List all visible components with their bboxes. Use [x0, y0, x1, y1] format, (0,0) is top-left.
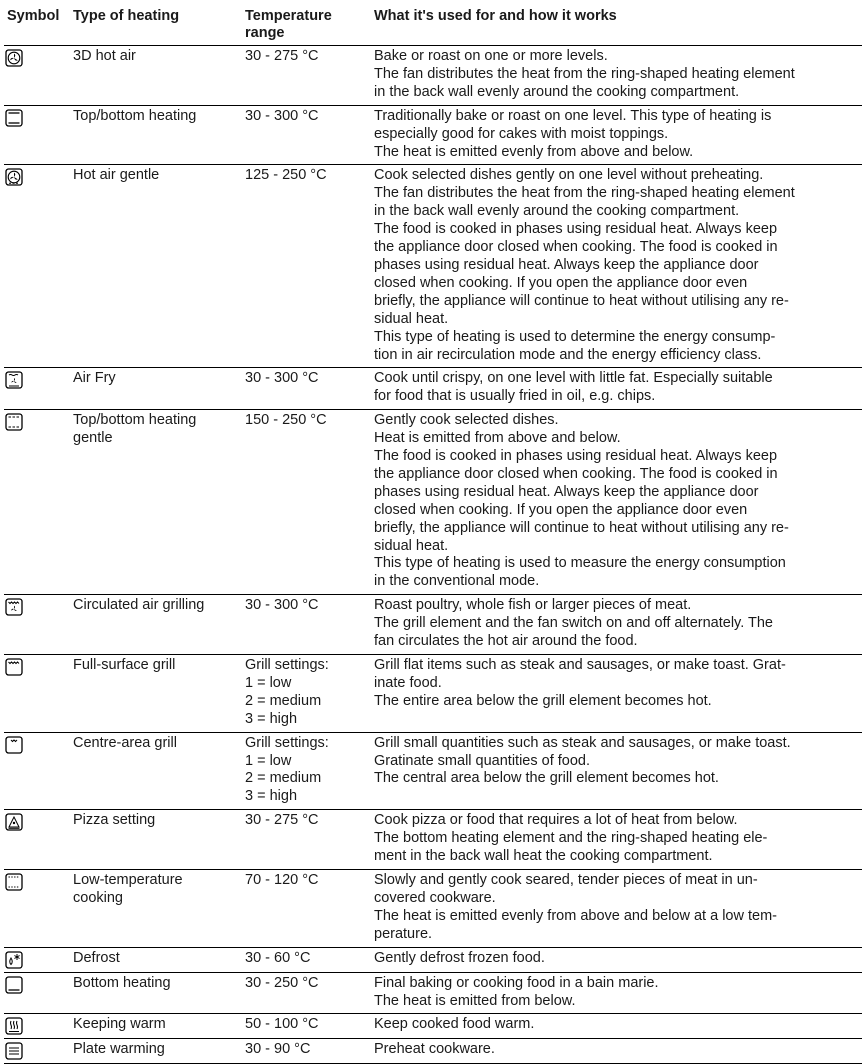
heating-type-line: Pizza setting [73, 812, 156, 829]
symbol-cell [4, 1039, 70, 1064]
description-line: The bottom heating element and the ring-shaped heating ele- [374, 830, 768, 847]
description-line: in the back wall evenly around the cooking compartment. [374, 203, 740, 220]
symbol-cell [4, 1014, 70, 1039]
table-row [4, 655, 862, 733]
heating-type-cell [70, 105, 242, 165]
heating-type-line: Top/bottom heating [73, 412, 197, 429]
temperature-range-cell [242, 947, 371, 972]
heating-type-line: 3D hot air [73, 48, 136, 64]
temperature-range-cell [242, 595, 371, 655]
symbol-cell [4, 595, 70, 655]
description-line: closed when cooking. If you open the appliance door even [374, 274, 748, 291]
description-line: The food is cooked in phases using residual heat. Always keep [374, 221, 778, 238]
header-symbol: Symbol [7, 8, 60, 24]
heating-type-line: Circulated air grilling [73, 597, 205, 614]
temperature-range-line: 30 - 300 °C [245, 107, 319, 124]
description-line: Cook until crispy, on one level with little fat. Especially suitable [374, 370, 773, 387]
low-temperature-cooking-icon [5, 873, 68, 891]
description-line: The entire area below the grill element becomes hot. [374, 692, 712, 709]
temperature-range-cell [242, 810, 371, 870]
description-line: Slowly and gently cook seared, tender pieces of meat in un- [374, 871, 758, 888]
symbol-cell [4, 869, 70, 947]
full-surface-grill-icon [5, 658, 68, 676]
description-line: Bake or roast on one or more levels. [374, 48, 608, 64]
description-line: Heat is emitted from above and below. [374, 430, 621, 447]
temperature-range-cell [242, 1014, 371, 1039]
heating-type-cell [70, 46, 242, 106]
description-line: Grill small quantities such as steak and sausages, or make toast. [374, 734, 791, 751]
temperature-range-line: 30 - 90 °C [245, 1041, 311, 1058]
description-line: The heat is emitted evenly from above and below. [374, 143, 694, 160]
description-line: the appliance door closed when cooking. The food is cooked in [374, 239, 778, 256]
description-line: perature. [374, 925, 433, 942]
hot-air-fan-icon [5, 49, 68, 67]
temperature-range-line: 1 = low [245, 752, 292, 769]
heating-type-cell [70, 1039, 242, 1064]
table-row [4, 869, 862, 947]
heating-type-cell [70, 655, 242, 733]
description-line: covered cookware. [374, 889, 496, 906]
description-line: the appliance door closed when cooking. The food is cooked in [374, 465, 778, 482]
pizza-setting-icon [5, 813, 68, 831]
temperature-range-cell [242, 105, 371, 165]
heating-type-cell [70, 595, 242, 655]
bottom-heating-icon [5, 976, 68, 994]
temperature-range-line: 30 - 275 °C [245, 48, 319, 64]
symbol-cell [4, 810, 70, 870]
temperature-range-cell [242, 869, 371, 947]
description-cell [371, 869, 862, 947]
table-row [4, 810, 862, 870]
description-line: Final baking or cooking food in a bain marie. [374, 974, 659, 991]
table-row [4, 46, 862, 106]
table-row [4, 595, 862, 655]
symbol-cell [4, 368, 70, 410]
heating-type-cell [70, 368, 242, 410]
description-line: inate food. [374, 674, 442, 691]
description-line: Grill flat items such as steak and sausages, or make toast. Grat- [374, 657, 786, 673]
heating-type-line: Low-temperature [73, 871, 183, 888]
description-line: This type of heating is used to measure the energy consumption [374, 555, 786, 572]
symbol-cell [4, 972, 70, 1014]
header-description: What it's used for and how it works [374, 8, 617, 24]
description-cell [371, 595, 862, 655]
heating-type-line: Defrost [73, 949, 120, 966]
description-cell [371, 1039, 862, 1064]
temperature-range-line: 50 - 100 °C [245, 1016, 319, 1033]
table-row [4, 732, 862, 810]
description-line: ment in the back wall heat the cooking compartment. [374, 848, 713, 865]
temperature-range-line: 2 = medium [245, 770, 322, 787]
temperature-range-line: Grill settings: [245, 734, 329, 751]
description-cell [371, 165, 862, 368]
temperature-range-line: 30 - 275 °C [245, 812, 319, 829]
keeping-warm-icon [5, 1017, 68, 1035]
heating-type-line: Hot air gentle [73, 167, 160, 184]
table-row [4, 165, 862, 368]
top-bottom-heating-gentle-icon [5, 413, 68, 431]
description-cell [371, 947, 862, 972]
header-type: Type of heating [73, 8, 180, 24]
description-line: The fan distributes the heat from the ring-shaped heating element [374, 65, 795, 82]
temperature-range-line: 30 - 60 °C [245, 949, 311, 966]
defrost-icon [5, 951, 68, 969]
symbol-cell [4, 410, 70, 595]
description-line: sidual heat. [374, 537, 449, 554]
heating-type-line: Air Fry [73, 370, 116, 387]
table-row [4, 105, 862, 165]
temperature-range-line: 2 = medium [245, 692, 322, 709]
description-line: Gently cook selected dishes. [374, 412, 559, 429]
header-temperature-line1: Temperature [245, 8, 332, 24]
description-line: The heat is emitted evenly from above and below at a low tem- [374, 907, 777, 924]
description-line: briefly, the appliance will continue to heat without utilising any re- [374, 292, 789, 309]
description-cell [371, 46, 862, 106]
description-line: phases using residual heat. Always keep the appliance door [374, 256, 759, 273]
description-cell [371, 368, 862, 410]
description-line: in the back wall evenly around the cooking compartment. [374, 83, 740, 100]
temperature-range-line: Grill settings: [245, 657, 329, 673]
description-line: Gratinate small quantities of food. [374, 752, 591, 769]
header-temperature [242, 0, 371, 46]
description-line: Roast poultry, whole fish or larger pieces of meat. [374, 597, 692, 614]
hot-air-gentle-icon [5, 168, 68, 186]
table-row [4, 1039, 862, 1064]
description-line: especially good for cakes with moist toppings. [374, 125, 669, 142]
table-row [4, 410, 862, 595]
description-line: The central area below the grill element becomes hot. [374, 770, 719, 787]
temperature-range-line: 125 - 250 °C [245, 167, 327, 184]
description-line: fan circulates the hot air around the food. [374, 633, 638, 650]
temperature-range-cell [242, 410, 371, 595]
description-line: Preheat cookware. [374, 1041, 495, 1058]
symbol-cell [4, 165, 70, 368]
temperature-range-line: 1 = low [245, 674, 292, 691]
description-line: The food is cooked in phases using residual heat. Always keep [374, 448, 778, 465]
description-line: Gently defrost frozen food. [374, 949, 545, 966]
table-row [4, 972, 862, 1014]
heating-type-line: Full-surface grill [73, 657, 176, 673]
description-line: The heat is emitted from below. [374, 992, 576, 1009]
temperature-range-cell [242, 368, 371, 410]
description-line: Cook selected dishes gently on one level without preheating. [374, 167, 764, 184]
header-temperature-line2: range [245, 25, 285, 41]
temperature-range-cell [242, 972, 371, 1014]
heating-type-cell [70, 972, 242, 1014]
temperature-range-cell [242, 655, 371, 733]
heating-types-table [4, 0, 862, 1064]
heating-type-line: Keeping warm [73, 1016, 166, 1033]
description-line: Keep cooked food warm. [374, 1016, 535, 1033]
table-header-row [4, 0, 862, 46]
heating-type-line: Plate warming [73, 1041, 165, 1058]
description-line: briefly, the appliance will continue to heat without utilising any re- [374, 519, 789, 536]
description-line: for food that is usually fried in oil, e.g. chips. [374, 388, 656, 405]
description-cell [371, 972, 862, 1014]
heating-type-line: gentle [73, 430, 113, 447]
heating-type-cell [70, 410, 242, 595]
air-fry-icon [5, 371, 68, 389]
description-line: Cook pizza or food that requires a lot of heat from below. [374, 812, 738, 829]
heating-type-line: cooking [73, 889, 123, 906]
description-line: phases using residual heat. Always keep the appliance door [374, 483, 759, 500]
description-cell [371, 105, 862, 165]
centre-area-grill-icon [5, 736, 68, 754]
heating-type-line: Bottom heating [73, 974, 171, 991]
description-line: in the conventional mode. [374, 573, 540, 590]
temperature-range-line: 30 - 250 °C [245, 974, 319, 991]
description-line: The grill element and the fan switch on and off alternately. The [374, 615, 773, 632]
symbol-cell [4, 105, 70, 165]
temperature-range-cell [242, 165, 371, 368]
heating-type-line: Top/bottom heating [73, 107, 197, 124]
description-cell [371, 732, 862, 810]
description-line: Traditionally bake or roast on one level. This type of heating is [374, 107, 772, 124]
description-cell [371, 655, 862, 733]
symbol-cell [4, 46, 70, 106]
description-line: This type of heating is used to determine the energy consump- [374, 328, 776, 345]
description-cell [371, 410, 862, 595]
description-cell [371, 810, 862, 870]
circulated-air-grilling-icon [5, 598, 68, 616]
symbol-cell [4, 947, 70, 972]
table-row [4, 1014, 862, 1039]
temperature-range-line: 3 = high [245, 788, 298, 805]
symbol-cell [4, 655, 70, 733]
symbol-cell [4, 732, 70, 810]
heating-type-cell [70, 810, 242, 870]
table-row [4, 947, 862, 972]
heating-type-cell [70, 732, 242, 810]
heating-type-cell [70, 869, 242, 947]
temperature-range-line: 3 = high [245, 710, 298, 727]
table-row [4, 368, 862, 410]
temperature-range-cell [242, 1039, 371, 1064]
heating-type-line: Centre-area grill [73, 734, 177, 751]
heating-type-cell [70, 947, 242, 972]
temperature-range-line: 30 - 300 °C [245, 597, 319, 614]
description-line: tion in air recirculation mode and the energy efficiency class. [374, 346, 762, 363]
temperature-range-line: 70 - 120 °C [245, 871, 319, 888]
table-body [4, 46, 862, 1064]
description-line: closed when cooking. If you open the appliance door even [374, 501, 748, 518]
top-bottom-heating-icon [5, 109, 68, 127]
description-cell [371, 1014, 862, 1039]
description-line: The fan distributes the heat from the ring-shaped heating element [374, 185, 795, 202]
temperature-range-cell [242, 46, 371, 106]
heating-type-cell [70, 1014, 242, 1039]
heating-type-cell [70, 165, 242, 368]
plate-warming-icon [5, 1042, 68, 1060]
temperature-range-line: 30 - 300 °C [245, 370, 319, 387]
temperature-range-cell [242, 732, 371, 810]
description-line: sidual heat. [374, 310, 449, 327]
temperature-range-line: 150 - 250 °C [245, 412, 327, 429]
